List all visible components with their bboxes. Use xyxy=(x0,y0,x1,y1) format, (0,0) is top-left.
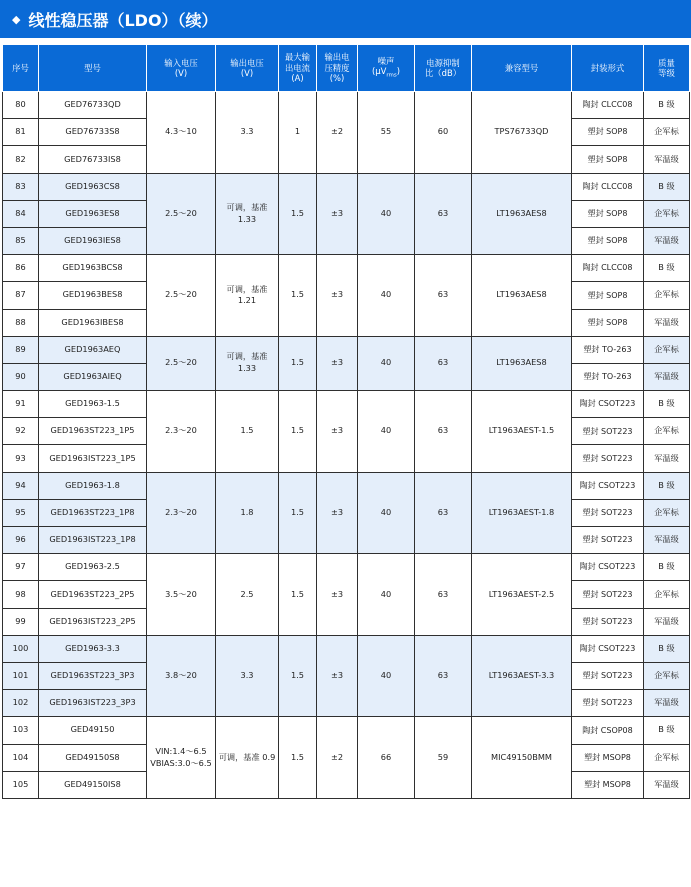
model-cell: GED49150S8 xyxy=(39,744,147,771)
max-current-cell: 1.5 xyxy=(279,336,317,390)
table-row xyxy=(3,472,690,499)
model-cell: GED1963ES8 xyxy=(39,200,147,227)
psrr-cell: 63 xyxy=(415,255,472,337)
package-cell: 陶封 CLCC08 xyxy=(572,92,644,119)
table-header-row xyxy=(3,45,690,92)
grade-cell: 军温级 xyxy=(644,309,690,336)
compatible-model-cell: LT1963AEST-2.5 xyxy=(472,554,572,636)
model-cell: GED1963IST223_2P5 xyxy=(39,608,147,635)
package-cell: 塑封 TO-263 xyxy=(572,336,644,363)
model-cell: GED1963IST223_1P8 xyxy=(39,527,147,554)
package-cell: 塑封 TO-263 xyxy=(572,363,644,390)
noise-cell: 40 xyxy=(358,336,415,390)
grade-cell: 企军标 xyxy=(644,744,690,771)
model-cell: GED49150 xyxy=(39,717,147,744)
row-number-cell: 95 xyxy=(3,499,39,526)
input-voltage-cell: 2.5～20 xyxy=(147,255,216,337)
row-number-cell: 87 xyxy=(3,282,39,309)
table-row xyxy=(3,391,690,418)
package-cell: 塑封 SOP8 xyxy=(572,200,644,227)
compatible-model-cell: LT1963AEST-1.5 xyxy=(472,391,572,473)
model-cell: GED49150IS8 xyxy=(39,771,147,798)
col-header-noise: 噪声 $(\mu V_{rms})$ xyxy=(358,45,415,92)
package-cell: 塑封 SOT223 xyxy=(572,499,644,526)
package-cell: 陶封 CLCC08 xyxy=(572,255,644,282)
grade-cell: 企军标 xyxy=(644,662,690,689)
row-number-cell: 98 xyxy=(3,581,39,608)
package-cell: 陶封 CSOT223 xyxy=(572,472,644,499)
input-voltage-cell: 3.5～20 xyxy=(147,554,216,636)
grade-cell: B 级 xyxy=(644,472,690,499)
output-voltage-cell: 可调，基准 1.21 xyxy=(216,255,279,337)
row-number-cell: 104 xyxy=(3,744,39,771)
model-cell: GED1963IST223_3P3 xyxy=(39,690,147,717)
package-cell: 塑封 SOT223 xyxy=(572,662,644,689)
model-cell: GED1963-3.3 xyxy=(39,635,147,662)
col-header-model: 型号 xyxy=(39,45,147,92)
row-number-cell: 99 xyxy=(3,608,39,635)
row-number-cell: 88 xyxy=(3,309,39,336)
compatible-model-cell: MIC49150BMM xyxy=(472,717,572,799)
model-cell: GED1963-2.5 xyxy=(39,554,147,581)
model-cell: GED1963-1.8 xyxy=(39,472,147,499)
max-current-cell: 1.5 xyxy=(279,635,317,717)
package-cell: 陶封 CSOT223 xyxy=(572,391,644,418)
model-cell: GED76733S8 xyxy=(39,119,147,146)
output-voltage-cell: 1.8 xyxy=(216,472,279,554)
model-cell: GED1963IES8 xyxy=(39,227,147,254)
output-voltage-cell: 3.3 xyxy=(216,635,279,717)
package-cell: 塑封 SOT223 xyxy=(572,581,644,608)
row-number-cell: 89 xyxy=(3,336,39,363)
model-cell: GED1963IBES8 xyxy=(39,309,147,336)
row-number-cell: 90 xyxy=(3,363,39,390)
model-cell: GED1963ST223_1P5 xyxy=(39,418,147,445)
package-cell: 陶封 CLCC08 xyxy=(572,173,644,200)
compatible-model-cell: LT1963AEST-3.3 xyxy=(472,635,572,717)
package-cell: 塑封 SOP8 xyxy=(572,119,644,146)
row-number-cell: 92 xyxy=(3,418,39,445)
grade-cell: B 级 xyxy=(644,255,690,282)
max-current-cell: 1.5 xyxy=(279,255,317,337)
package-cell: 陶封 CSOT223 xyxy=(572,554,644,581)
noise-cell: 40 xyxy=(358,635,415,717)
accuracy-cell: ±2 xyxy=(317,717,358,799)
compatible-model-cell: LT1963AES8 xyxy=(472,173,572,255)
max-current-cell: 1.5 xyxy=(279,554,317,636)
package-cell: 陶封 CSOT223 xyxy=(572,635,644,662)
col-header-grade: 质量 等级 xyxy=(644,45,690,92)
row-number-cell: 81 xyxy=(3,119,39,146)
grade-cell: 军温级 xyxy=(644,608,690,635)
grade-cell: 军温级 xyxy=(644,146,690,173)
max-current-cell: 1.5 xyxy=(279,173,317,255)
noise-cell: 40 xyxy=(358,391,415,473)
psrr-cell: 63 xyxy=(415,635,472,717)
noise-cell: 40 xyxy=(358,173,415,255)
package-cell: 塑封 SOT223 xyxy=(572,527,644,554)
row-number-cell: 83 xyxy=(3,173,39,200)
table-body xyxy=(3,92,690,799)
output-voltage-cell: 2.5 xyxy=(216,554,279,636)
row-number-cell: 97 xyxy=(3,554,39,581)
output-voltage-cell: 可调，基准 1.33 xyxy=(216,173,279,255)
grade-cell: B 级 xyxy=(644,92,690,119)
noise-cell: 40 xyxy=(358,554,415,636)
psrr-cell: 59 xyxy=(415,717,472,799)
input-voltage-cell: 2.5～20 xyxy=(147,336,216,390)
grade-cell: 军温级 xyxy=(644,527,690,554)
input-voltage-cell: VIN:1.4～6.5 VBIAS:3.0～6.5 xyxy=(147,717,216,799)
package-cell: 塑封 SOT223 xyxy=(572,608,644,635)
compatible-model-cell: LT1963AES8 xyxy=(472,255,572,337)
table-row xyxy=(3,635,690,662)
input-voltage-cell: 3.8～20 xyxy=(147,635,216,717)
output-voltage-cell: 1.5 xyxy=(216,391,279,473)
model-cell: GED76733QD xyxy=(39,92,147,119)
psrr-cell: 63 xyxy=(415,173,472,255)
grade-cell: B 级 xyxy=(644,635,690,662)
grade-cell: 企军标 xyxy=(644,336,690,363)
compatible-model-cell: LT1963AES8 xyxy=(472,336,572,390)
row-number-cell: 86 xyxy=(3,255,39,282)
model-cell: GED1963IST223_1P5 xyxy=(39,445,147,472)
grade-cell: 企军标 xyxy=(644,119,690,146)
row-number-cell: 100 xyxy=(3,635,39,662)
package-cell: 陶封 CSOP08 xyxy=(572,717,644,744)
input-voltage-cell: 2.3～20 xyxy=(147,472,216,554)
col-header-no: 序号 xyxy=(3,45,39,92)
table-row xyxy=(3,336,690,363)
row-number-cell: 96 xyxy=(3,527,39,554)
compatible-model-cell: TPS76733QD xyxy=(472,92,572,174)
accuracy-cell: ±3 xyxy=(317,336,358,390)
grade-cell: B 级 xyxy=(644,717,690,744)
accuracy-cell: ±3 xyxy=(317,554,358,636)
noise-cell: 55 xyxy=(358,92,415,174)
model-cell: GED1963AEQ xyxy=(39,336,147,363)
package-cell: 塑封 MSOP8 xyxy=(572,744,644,771)
col-header-vout: 输出电压 (V) xyxy=(216,45,279,92)
noise-cell: 66 xyxy=(358,717,415,799)
max-current-cell: 1.5 xyxy=(279,472,317,554)
model-cell: GED1963ST223_3P3 xyxy=(39,662,147,689)
table-row xyxy=(3,92,690,119)
grade-cell: 军温级 xyxy=(644,445,690,472)
row-number-cell: 94 xyxy=(3,472,39,499)
max-current-cell: 1.5 xyxy=(279,391,317,473)
model-cell: GED1963BCS8 xyxy=(39,255,147,282)
grade-cell: B 级 xyxy=(644,173,690,200)
row-number-cell: 103 xyxy=(3,717,39,744)
row-number-cell: 101 xyxy=(3,662,39,689)
package-cell: 塑封 SOT223 xyxy=(572,690,644,717)
noise-cell: 40 xyxy=(358,472,415,554)
grade-cell: 企军标 xyxy=(644,581,690,608)
ldo-spec-table xyxy=(2,44,690,799)
output-voltage-cell: 3.3 xyxy=(216,92,279,174)
accuracy-cell: ±3 xyxy=(317,391,358,473)
input-voltage-cell: 2.3～20 xyxy=(147,391,216,473)
max-current-cell: 1 xyxy=(279,92,317,174)
psrr-cell: 60 xyxy=(415,92,472,174)
model-cell: GED1963AIEQ xyxy=(39,363,147,390)
row-number-cell: 91 xyxy=(3,391,39,418)
accuracy-cell: ±3 xyxy=(317,255,358,337)
max-current-cell: 1.5 xyxy=(279,717,317,799)
table-row xyxy=(3,717,690,744)
psrr-cell: 63 xyxy=(415,554,472,636)
package-cell: 塑封 SOP8 xyxy=(572,227,644,254)
col-header-psrr: 电源抑制 比（dB） xyxy=(415,45,472,92)
accuracy-cell: ±3 xyxy=(317,173,358,255)
model-cell: GED1963ST223_2P5 xyxy=(39,581,147,608)
psrr-cell: 63 xyxy=(415,472,472,554)
grade-cell: B 级 xyxy=(644,554,690,581)
model-cell: GED76733IS8 xyxy=(39,146,147,173)
col-header-iout: 最大输 出电流 (A) xyxy=(279,45,317,92)
model-cell: GED1963BES8 xyxy=(39,282,147,309)
input-voltage-cell: 4.3～10 xyxy=(147,92,216,174)
package-cell: 塑封 SOP8 xyxy=(572,146,644,173)
table-row xyxy=(3,554,690,581)
grade-cell: 军温级 xyxy=(644,690,690,717)
compatible-model-cell: LT1963AEST-1.8 xyxy=(472,472,572,554)
model-cell: GED1963ST223_1P8 xyxy=(39,499,147,526)
input-voltage-cell: 2.5～20 xyxy=(147,173,216,255)
col-header-accuracy: 输出电 压精度 (%) xyxy=(317,45,358,92)
model-cell: GED1963-1.5 xyxy=(39,391,147,418)
grade-cell: 军温级 xyxy=(644,771,690,798)
table-row xyxy=(3,173,690,200)
package-cell: 塑封 SOT223 xyxy=(572,445,644,472)
package-cell: 塑封 SOT223 xyxy=(572,418,644,445)
accuracy-cell: ±3 xyxy=(317,472,358,554)
output-voltage-cell: 可调，基准 1.33 xyxy=(216,336,279,390)
row-number-cell: 93 xyxy=(3,445,39,472)
grade-cell: 军温级 xyxy=(644,363,690,390)
psrr-cell: 63 xyxy=(415,336,472,390)
row-number-cell: 82 xyxy=(3,146,39,173)
accuracy-cell: ±2 xyxy=(317,92,358,174)
page-title-bar xyxy=(0,0,691,38)
table-row xyxy=(3,255,690,282)
col-header-vin: 输入电压 (V) xyxy=(147,45,216,92)
page-title: 线性稳压器（LDO）（续） xyxy=(28,10,218,30)
diamond-bullet-icon: ◆ xyxy=(12,12,21,26)
row-number-cell: 80 xyxy=(3,92,39,119)
package-cell: 塑封 SOP8 xyxy=(572,309,644,336)
row-number-cell: 102 xyxy=(3,690,39,717)
col-header-compat: 兼容型号 xyxy=(472,45,572,92)
model-cell: GED1963CS8 xyxy=(39,173,147,200)
grade-cell: 企军标 xyxy=(644,418,690,445)
row-number-cell: 84 xyxy=(3,200,39,227)
row-number-cell: 105 xyxy=(3,771,39,798)
row-number-cell: 85 xyxy=(3,227,39,254)
grade-cell: 企军标 xyxy=(644,282,690,309)
package-cell: 塑封 MSOP8 xyxy=(572,771,644,798)
psrr-cell: 63 xyxy=(415,391,472,473)
grade-cell: 企军标 xyxy=(644,200,690,227)
grade-cell: B 级 xyxy=(644,391,690,418)
col-header-package: 封装形式 xyxy=(572,45,644,92)
package-cell: 塑封 SOP8 xyxy=(572,282,644,309)
grade-cell: 企军标 xyxy=(644,499,690,526)
output-voltage-cell: 可调，基准 0.9 xyxy=(216,717,279,799)
noise-cell: 40 xyxy=(358,255,415,337)
accuracy-cell: ±3 xyxy=(317,635,358,717)
grade-cell: 军温级 xyxy=(644,227,690,254)
